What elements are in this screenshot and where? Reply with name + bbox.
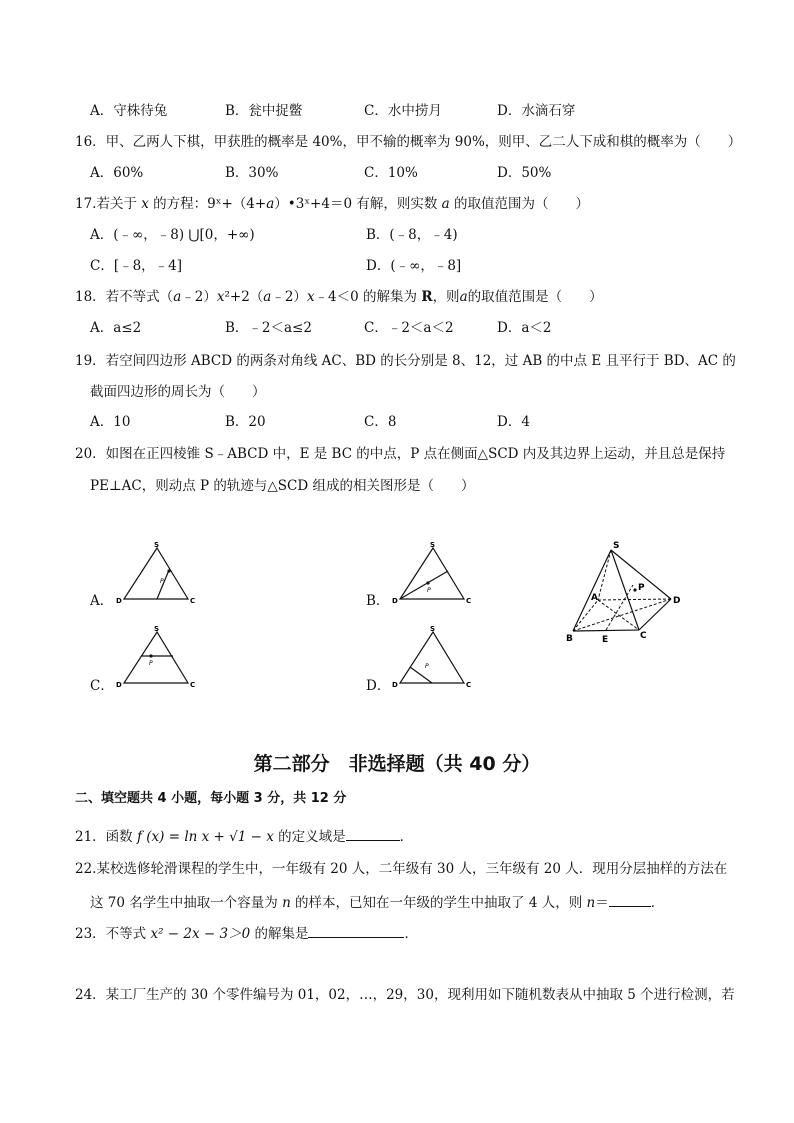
- q17-stem-part: 的取值范围为（ ）: [449, 196, 589, 212]
- fig-c-label-s: S: [154, 625, 160, 633]
- q16-stem: 16．甲、乙两人下棋，甲获胜的概率是 40%，甲不输的概率为 90%，则甲、乙二人下成和棋的概率为（ ）: [75, 134, 742, 150]
- q22-var: n: [586, 895, 596, 911]
- q23-stem: [75, 923, 418, 943]
- q24-stem-line1: 24．某工厂生产的 30 个零件编号为 01，02，…，29，30，现利用如下随机数表从中抽取 5 个进行检测，若: [75, 987, 735, 1003]
- part2-title: 第二部分 非选择题（共 40 分）: [253, 753, 541, 775]
- q16-option-b: B．30%: [225, 165, 279, 181]
- q18-option-c: C．﹣2＜a＜2: [364, 320, 454, 336]
- q18-stem-part: 的取值范围是（ ）: [467, 289, 603, 305]
- q17-stem-part: ）•3ˣ+4＝0 有解，则实数: [274, 196, 442, 212]
- q19-stem-line1: 19．若空间四边形 ABCD 的两条对角线 AC、BD 的长分别是 8、12，过 AB 的中点 E 且平行于 BD、AC 的: [75, 353, 736, 369]
- q16-option-a: A．60%: [90, 165, 144, 181]
- fig-d-label-s: S: [430, 625, 436, 633]
- fig-b-label-s: S: [430, 541, 436, 549]
- pyramid-label-b: B: [566, 634, 573, 644]
- q23-stem-end: ．: [404, 926, 418, 942]
- q20-stem-line2: PE⊥AC，则动点 P 的轨迹与△SCD 组成的相关图形是（ ）: [90, 478, 475, 494]
- q22-var: n: [282, 895, 291, 911]
- q20-option-a-label: A．: [90, 593, 114, 609]
- pyramid-label-d: D: [673, 596, 681, 606]
- fig-b-label-c: C: [466, 597, 472, 605]
- q18-var: a: [459, 289, 468, 305]
- q18-option-a: A．a≤2: [90, 320, 142, 336]
- q22-stem-end: ．: [650, 895, 665, 911]
- q19-option-a: A．10: [90, 414, 131, 430]
- q20-figure-b: [386, 540, 476, 610]
- q18-stem-part: ，则: [432, 289, 460, 305]
- fig-a-label-d: D: [116, 597, 122, 605]
- q18-var: x: [216, 289, 225, 305]
- fig-a-label-c: C: [190, 597, 196, 605]
- q22-stem-line1: 22.某校选修轮滑课程的学生中，一年级有 20 人，二年级有 30 人，三年级有 20 人．现用分层抽样的方法在: [75, 861, 728, 877]
- fig-b-label-p: P: [427, 587, 431, 594]
- q22-stem-part: ＝: [595, 895, 609, 911]
- q17-stem: [75, 195, 589, 213]
- q18-option-b: B．﹣2＜a≤2: [225, 320, 312, 336]
- q20-stem-line1: 20．如图在正四棱锥 S﹣ABCD 中，E 是 BC 的中点，P 点在侧面△SCD 内及其边界上运动，并且总是保持: [75, 446, 726, 462]
- q22-answer-blank[interactable]: [609, 892, 651, 907]
- fig-a-label-s: S: [154, 541, 160, 549]
- q20-option-d-label: D．: [366, 678, 391, 694]
- q23-formula: x² − 2x − 3＞0: [150, 926, 251, 942]
- fig-d-label-p: P: [425, 663, 429, 670]
- fig-b-label-d: D: [392, 597, 398, 605]
- pyramid-label-e: E: [602, 635, 609, 645]
- q21-stem-end: ．: [399, 829, 414, 845]
- q17-var: a: [441, 196, 450, 212]
- fill-blank-heading: 二、填空题共 4 小题，每小题 3 分，共 12 分: [75, 791, 347, 806]
- q17-var: a: [266, 196, 275, 212]
- fig-a-label-p: P: [160, 578, 164, 585]
- q19-option-b: B．20: [225, 414, 266, 430]
- q22-stem-line2: [90, 892, 664, 912]
- q18-real-set: R: [421, 289, 433, 305]
- fig-c-label-p: P: [149, 660, 153, 667]
- fig-d-label-d: D: [392, 681, 398, 689]
- q20-figure-c: [110, 624, 200, 694]
- q18-stem-part: ﹣2）: [271, 289, 307, 305]
- fig-c-label-d: D: [116, 681, 122, 689]
- q21-formula: f (x) = ln x + √1 − x: [136, 829, 274, 845]
- q19-stem-line2: 截面四边形的周长为（ ）: [90, 384, 266, 400]
- q18-stem-part: ﹣2）: [181, 289, 217, 305]
- q18-var: a: [173, 289, 182, 305]
- q21-stem-part: 21．函数: [75, 829, 137, 845]
- q19-option-d: D．4: [497, 414, 530, 430]
- fig-c-label-c: C: [190, 681, 196, 689]
- q17-option-b: B．(﹣8，﹣4): [366, 227, 458, 243]
- q18-var: a: [263, 289, 272, 305]
- q23-answer-blank[interactable]: [308, 923, 404, 938]
- q20-option-b-label: B．: [366, 593, 390, 609]
- q17-stem-part: 17.若关于: [75, 196, 142, 212]
- q19-option-c: C．8: [364, 414, 397, 430]
- q21-stem: [75, 826, 413, 846]
- q20-figure-a: [110, 540, 200, 610]
- q20-pyramid-figure: [562, 538, 692, 650]
- q21-stem-part: 的定义域是: [273, 829, 346, 845]
- pyramid-label-s: S: [613, 541, 620, 551]
- q18-stem-part: ﹣4＜0 的解集为: [314, 289, 422, 305]
- q23-stem-part: 的解集是: [250, 926, 309, 942]
- q17-var: x: [141, 196, 149, 212]
- q22-stem-part: 的样本，已知在一年级的学生中抽取了 4 人，则: [290, 895, 587, 911]
- q18-var: x: [306, 289, 315, 305]
- q18-stem-part: 18．若不等式（: [75, 289, 174, 305]
- q16-option-d: D．50%: [497, 165, 552, 181]
- pyramid-label-c: C: [640, 631, 647, 641]
- q18-stem: [75, 288, 603, 306]
- q15-option-b: B．瓮中捉鳖: [225, 103, 303, 119]
- fig-d-label-c: C: [466, 681, 472, 689]
- q20-figure-d: [386, 624, 476, 694]
- q20-option-c-label: C．: [90, 678, 114, 694]
- pyramid-label-p: P: [638, 583, 645, 593]
- q22-stem-part: 这 70 名学生中抽取一个容量为: [90, 895, 283, 911]
- q16-option-c: C．10%: [364, 165, 418, 181]
- q17-option-a: A．(﹣∞，﹣8) ⋃[0，+∞): [90, 227, 255, 243]
- pyramid-label-a: A: [591, 593, 598, 603]
- q15-option-d: D．水滴石穿: [497, 103, 576, 119]
- q15-option-a: A．守株待兔: [90, 103, 168, 119]
- q17-option-c: C．[﹣8，﹣4]: [90, 258, 183, 274]
- q18-option-d: D．a＜2: [497, 320, 552, 336]
- q21-answer-blank[interactable]: [346, 826, 400, 841]
- q17-option-d: D．(﹣∞，﹣8]: [366, 258, 462, 274]
- q17-stem-part: 的方程：9ˣ+（4+: [148, 196, 267, 212]
- q23-stem-part: 23．不等式: [75, 926, 151, 942]
- q15-option-c: C．水中捞月: [364, 103, 442, 119]
- q18-stem-part: ²+2（: [224, 289, 264, 305]
